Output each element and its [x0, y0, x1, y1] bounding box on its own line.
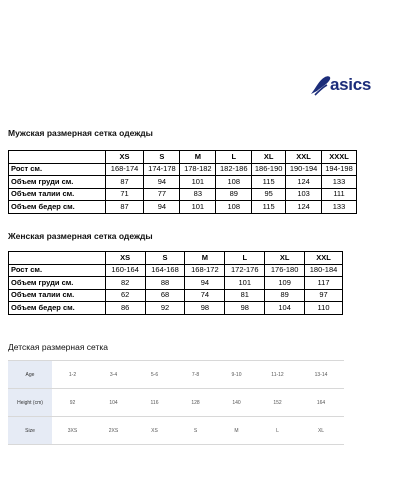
table-row — [9, 201, 357, 214]
table-cell: XS — [134, 417, 175, 445]
table-cell: 111 — [322, 188, 357, 201]
table-cell: 116 — [134, 389, 175, 417]
size-header-cell: XXL — [305, 252, 343, 265]
size-header-cell: M — [180, 151, 216, 164]
table-cell: 11-12 — [257, 361, 298, 389]
table-cell: 190-194 — [286, 163, 322, 176]
size-header-cell: S — [145, 252, 185, 265]
table-cell: 115 — [252, 201, 286, 214]
row-label: Рост см. — [9, 163, 106, 176]
table-cell: 164 — [298, 389, 344, 417]
table-cell: 140 — [216, 389, 257, 417]
table-cell: 94 — [185, 277, 225, 290]
size-header-cell: XXXL — [322, 151, 357, 164]
table-cell: 81 — [225, 289, 265, 302]
size-header-cell: XS — [105, 151, 144, 164]
table-cell: 104 — [93, 389, 134, 417]
size-header-cell: XL — [265, 252, 305, 265]
table-cell: 83 — [180, 188, 216, 201]
table-row — [9, 163, 357, 176]
table-cell: 98 — [225, 302, 265, 315]
table-cell: 178-182 — [180, 163, 216, 176]
row-label: Age — [8, 361, 52, 389]
size-header-row — [9, 151, 357, 164]
size-header-row — [9, 252, 343, 265]
table-row — [9, 176, 357, 189]
size-header-cell: XXL — [286, 151, 322, 164]
table-row — [8, 417, 344, 445]
table-cell: 109 — [265, 277, 305, 290]
asics-logo — [310, 74, 382, 98]
size-header-cell: S — [144, 151, 180, 164]
row-label: Объем бедер см. — [9, 201, 106, 214]
table-row — [9, 277, 343, 290]
row-label: Объем груди см. — [9, 277, 106, 290]
table-cell: 98 — [185, 302, 225, 315]
table-cell: 108 — [216, 201, 252, 214]
table-cell: 95 — [252, 188, 286, 201]
table-cell: 108 — [216, 176, 252, 189]
table-cell: 94 — [144, 201, 180, 214]
row-label: Объем талии см. — [9, 289, 106, 302]
table-cell: 168-172 — [185, 264, 225, 277]
table-cell: 5-6 — [134, 361, 175, 389]
table-cell: 7-8 — [175, 361, 216, 389]
table-cell: 124 — [286, 201, 322, 214]
table-cell: 9-10 — [216, 361, 257, 389]
table-cell: 194-198 — [322, 163, 357, 176]
size-header-cell: XL — [252, 151, 286, 164]
table-cell: 71 — [105, 188, 144, 201]
size-header-cell: M — [185, 252, 225, 265]
table-cell: 3XS — [52, 417, 93, 445]
row-label: Объем бедер см. — [9, 302, 106, 315]
table-row — [8, 389, 344, 417]
table-cell: 186-190 — [252, 163, 286, 176]
table-row — [9, 289, 343, 302]
table-cell: 89 — [216, 188, 252, 201]
table-cell: 3-4 — [93, 361, 134, 389]
table-cell: 110 — [305, 302, 343, 315]
table-cell: 172-176 — [225, 264, 265, 277]
table-cell: 88 — [145, 277, 185, 290]
table-cell: 82 — [105, 277, 145, 290]
header-blank-cell — [9, 252, 106, 265]
row-label: Объем груди см. — [9, 176, 106, 189]
table-cell: 115 — [252, 176, 286, 189]
table-cell: 87 — [105, 201, 144, 214]
table-cell: 152 — [257, 389, 298, 417]
table-cell: 182-186 — [216, 163, 252, 176]
table-cell: 104 — [265, 302, 305, 315]
table-cell: 2XS — [93, 417, 134, 445]
table-cell: 92 — [52, 389, 93, 417]
kids-size-table — [8, 360, 344, 445]
women-chart-title: Женская размерная сетка одежды — [8, 231, 153, 241]
header-blank-cell — [9, 151, 106, 164]
table-cell: 160-164 — [105, 264, 145, 277]
table-cell: 101 — [180, 176, 216, 189]
table-cell: 180-184 — [305, 264, 343, 277]
table-cell: 101 — [225, 277, 265, 290]
table-cell: 13-14 — [298, 361, 344, 389]
table-cell: 103 — [286, 188, 322, 201]
table-row — [8, 361, 344, 389]
women-size-table — [8, 251, 343, 315]
table-cell: M — [216, 417, 257, 445]
table-cell: XL — [298, 417, 344, 445]
table-cell: 133 — [322, 201, 357, 214]
row-label: Height (cm) — [8, 389, 52, 417]
table-cell: 124 — [286, 176, 322, 189]
table-cell: 164-168 — [145, 264, 185, 277]
table-cell: 77 — [144, 188, 180, 201]
size-header-cell: L — [225, 252, 265, 265]
table-cell: 128 — [175, 389, 216, 417]
table-cell: 1-2 — [52, 361, 93, 389]
men-chart-title: Мужская размерная сетка одежды — [8, 128, 153, 138]
table-cell: 101 — [180, 201, 216, 214]
table-cell: S — [175, 417, 216, 445]
table-cell: 176-180 — [265, 264, 305, 277]
table-cell: 97 — [305, 289, 343, 302]
table-cell: 86 — [105, 302, 145, 315]
table-cell: 68 — [145, 289, 185, 302]
table-cell: 62 — [105, 289, 145, 302]
table-row — [9, 188, 357, 201]
table-cell: 87 — [105, 176, 144, 189]
table-cell: 133 — [322, 176, 357, 189]
table-cell: 92 — [145, 302, 185, 315]
row-label: Объем талии см. — [9, 188, 106, 201]
table-cell: 168-174 — [105, 163, 144, 176]
size-header-cell: XS — [105, 252, 145, 265]
table-cell: 74 — [185, 289, 225, 302]
table-cell: 117 — [305, 277, 343, 290]
men-size-table — [8, 150, 357, 214]
table-cell: 94 — [144, 176, 180, 189]
table-cell: L — [257, 417, 298, 445]
table-row — [9, 264, 343, 277]
size-header-cell: L — [216, 151, 252, 164]
row-label: Рост см. — [9, 264, 106, 277]
table-row — [9, 302, 343, 315]
brand-wordmark: asics — [330, 75, 372, 94]
row-label: Size — [8, 417, 52, 445]
table-cell: 174-178 — [144, 163, 180, 176]
table-cell: 89 — [265, 289, 305, 302]
kids-chart-title: Детская размерная сетка — [8, 342, 109, 352]
